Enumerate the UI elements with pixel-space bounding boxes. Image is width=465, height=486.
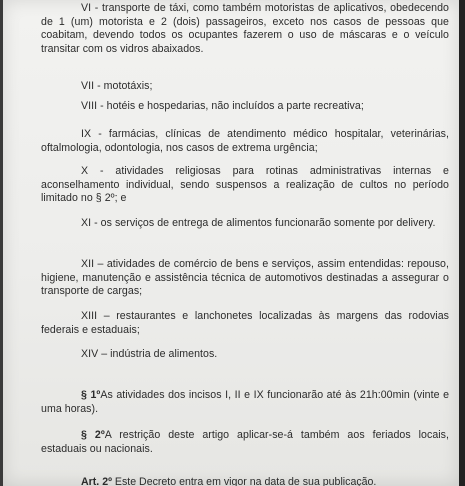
inciso-xiii: XIII – restaurantes e lanchonetes localizadas às margens das rodovias federais e estaduais;: [41, 310, 449, 336]
article-2: [81, 476, 376, 486]
article-2-text: Este Decreto entra em vigor na data de sua publicação.: [114, 476, 377, 486]
inciso-xiv: XIV – indústria de alimentos.: [81, 348, 218, 360]
inciso-vi: VI - transporte de táxi, como também motoristas de aplicativos, obedecendo de 1 (um) motorista e 2 (dois) passageiros, exceto nos casos de pessoas que coabitam, devendo todos os ocupantes fazerem o uso de máscaras e o veículo transitar com os vidros abaixados.: [41, 2, 449, 55]
inciso-viii: VIII - hotéis e hospedarias, não incluídos a parte recreativa;: [81, 100, 364, 112]
photo-frame-edge: [459, 0, 465, 486]
inciso-ix: IX - farmácias, clínicas de atendimento médico hospitalar, veterinárias, oftalmologia, odontologia, nos casos de extrema urgência;: [41, 128, 449, 154]
inciso-xi: XI - os serviços de entrega de alimentos funcionarão somente por delivery.: [81, 217, 436, 229]
paragraph-1: [41, 389, 449, 416]
paragraph-2-label: § 2º: [81, 429, 105, 441]
inciso-vii: VII - mototáxis;: [81, 80, 153, 92]
document-page: [3, 0, 459, 486]
paragraph-1-text: As atividades dos incisos I, II e IX funcionarão até às 21h:00min (vinte e uma horas).: [41, 389, 450, 415]
paragraph-1-label: § 1º: [81, 389, 101, 401]
inciso-xii: XII – atividades de comércio de bens e serviços, assim entendidas: repouso, higiene, manutenção e assistência técnica de automotivos destinadas a assegurar o transporte de cargas;: [41, 258, 449, 298]
paragraph-2: [41, 429, 449, 456]
article-2-label: Art. 2º: [81, 476, 112, 486]
inciso-x: X - atividades religiosas para rotinas administrativas internas e aconselhamento individual, sendo suspensos a realização de cultos no período limitado no § 2º; e: [41, 165, 449, 205]
paragraph-2-text: A restrição deste artigo aplicar-se-á também aos feriados locais, estaduais ou nacionais.: [41, 429, 449, 455]
